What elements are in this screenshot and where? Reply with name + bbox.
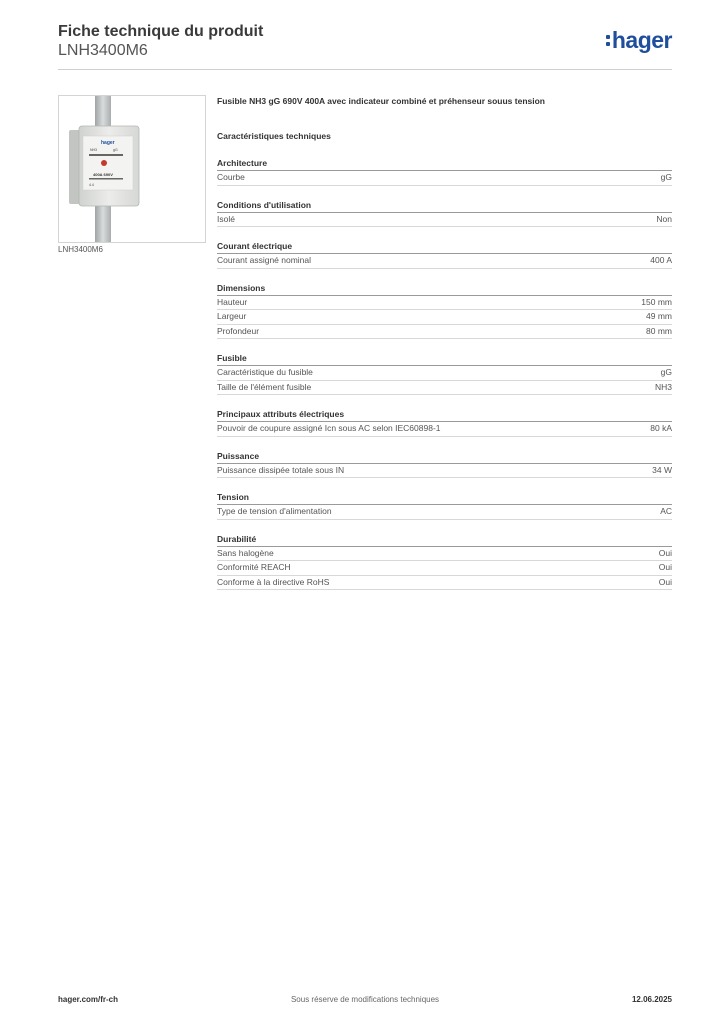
group-title: Courant électrique [217, 240, 672, 254]
spec-content [217, 96, 672, 603]
spec-label: Courant assigné nominal [217, 255, 312, 265]
footer-website-link[interactable]: hager.com/fr-ch [58, 995, 119, 1004]
svg-text:gG: gG [113, 148, 118, 152]
product-description: Fusible NH3 gG 690V 400A avec indicateur combiné et préhenseur souus tension [217, 96, 545, 106]
spec-row [217, 547, 672, 562]
logo-dots-icon [606, 35, 610, 46]
image-caption: LNH3400M6 [58, 245, 103, 254]
spec-row [217, 171, 672, 186]
spec-value: 49 mm [646, 311, 672, 321]
spec-row [217, 325, 672, 340]
spec-value: 150 mm [641, 296, 672, 307]
svg-text:4.4: 4.4 [89, 183, 94, 187]
group-title: Fusible [217, 352, 672, 366]
spec-label: Isolé [217, 213, 235, 224]
group-title: Durabilité [217, 533, 672, 547]
spec-label: Hauteur [217, 296, 248, 307]
spec-value: Oui [658, 562, 672, 572]
footer-notice: Sous réserve de modifications techniques [290, 995, 440, 1004]
footer-date: 12.06.2025 [631, 995, 672, 1004]
group-title: Conditions d'utilisation [217, 199, 672, 213]
spec-group-power [217, 450, 672, 479]
product-reference: LNH3400M6 [58, 42, 148, 59]
spec-label: Sans halogène [217, 547, 274, 558]
spec-label: Courbe [217, 172, 245, 182]
spec-group-conditions [217, 199, 672, 228]
bottom-blade [95, 204, 111, 242]
spec-row [217, 576, 672, 591]
spec-group-current [217, 240, 672, 269]
logo-text: hager [611, 27, 672, 53]
spec-value: gG [660, 172, 672, 182]
product-image [58, 95, 206, 243]
spec-row [217, 381, 672, 396]
page-title: Fiche technique du produit [58, 23, 264, 40]
spec-group-voltage [217, 491, 672, 520]
spec-section-title: Caractéristiques techniques [217, 131, 331, 141]
spec-value: NH3 [654, 381, 672, 392]
spec-value: 34 W [652, 464, 672, 475]
group-title: Architecture [217, 157, 672, 171]
spec-row [217, 366, 672, 381]
header-divider [58, 69, 672, 70]
spec-label: Caractéristique du fusible [217, 367, 313, 377]
group-title: Puissance [217, 450, 672, 464]
spec-row [217, 213, 672, 228]
spec-row [217, 505, 672, 520]
spec-label: Conformité REACH [217, 562, 291, 572]
spec-value: gG [660, 367, 672, 377]
spec-label: Puissance dissipée totale sous IN [217, 464, 345, 475]
spec-group-architecture [217, 157, 672, 186]
indicator-light [101, 160, 107, 166]
spec-value: Oui [658, 576, 672, 587]
spec-value: Non [656, 213, 672, 224]
spec-group-electrical [217, 408, 672, 437]
spec-group-dimensions [217, 282, 672, 340]
spec-group-fuse [217, 352, 672, 395]
fuse-illustration [59, 96, 205, 242]
group-title: Tension [217, 491, 672, 505]
spec-row [217, 310, 672, 325]
spec-row [217, 296, 672, 311]
page-header [58, 22, 672, 70]
spec-value: 80 mm [646, 325, 672, 336]
spec-label: Conforme à la directive RoHS [217, 576, 330, 587]
spec-value: Oui [658, 547, 672, 558]
spec-value: AC [660, 506, 672, 516]
spec-label: Pouvoir de coupure assigné Icn sous AC selon IEC60898-1 [217, 423, 441, 433]
group-title: Principaux attributs électriques [217, 408, 672, 422]
spec-row [217, 254, 672, 269]
spec-label: Profondeur [217, 325, 260, 336]
group-title: Dimensions [217, 282, 672, 296]
spec-label: Type de tension d'alimentation [217, 506, 332, 516]
hager-logo [606, 28, 672, 52]
svg-text:hager: hager [101, 140, 115, 146]
spec-row [217, 561, 672, 576]
spec-value: 400 A [650, 255, 672, 265]
svg-text:NH3: NH3 [90, 148, 98, 152]
spec-row [217, 422, 672, 437]
spec-label: Largeur [217, 311, 247, 321]
spec-row [217, 464, 672, 479]
spec-group-durability [217, 533, 672, 591]
spec-label: Taille de l'élément fusible [217, 381, 312, 392]
spec-value: 80 kA [650, 423, 672, 433]
svg-text:400A 690V: 400A 690V [93, 172, 113, 177]
